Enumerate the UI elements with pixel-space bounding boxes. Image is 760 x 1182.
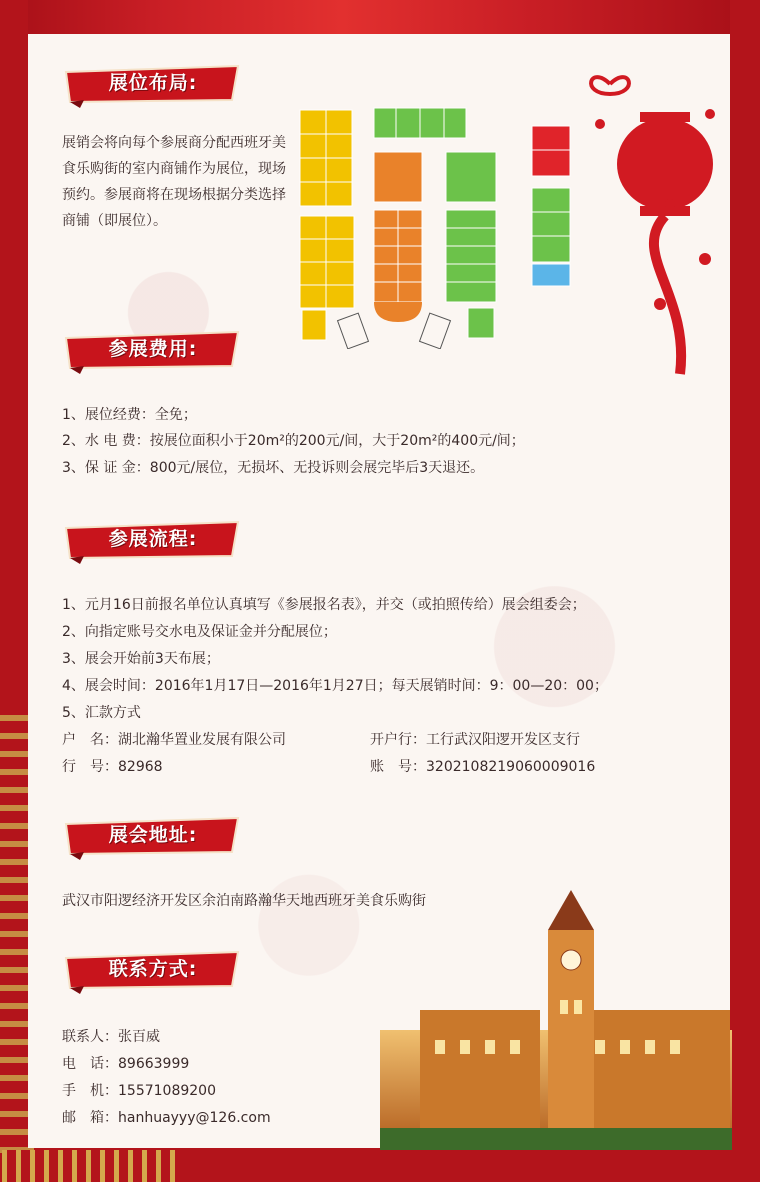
section-title-layout: 展位布局: xyxy=(108,72,198,94)
process-item-1: 1、元月16日前报名单位认真填写《参展报名表》，并交（或拍照传给）展会组委会； xyxy=(62,597,586,613)
right-frame xyxy=(730,0,760,1182)
railing-decoration xyxy=(2,1150,182,1182)
contact-mobile: 手 机：15571089200 xyxy=(62,1083,216,1099)
fee-item-2: 2、水 电 费：按展位面积小于20m²的200元/间，大于20m²的400元/间； xyxy=(62,433,525,449)
section-title-fees: 参展费用: xyxy=(108,338,198,360)
address-text: 武汉市阳逻经济开发区余泊南路瀚华天地西班牙美食乐购街 xyxy=(62,893,426,909)
bank-code: 行 号：82968 xyxy=(62,759,163,775)
account-number: 账 号：3202108219060009016 xyxy=(370,759,596,775)
bank-name: 开户行：工行武汉阳逻开发区支行 xyxy=(370,732,580,748)
contact-phone: 电 话：89663999 xyxy=(62,1056,190,1072)
section-title-contact: 联系方式: xyxy=(108,958,198,980)
top-frame xyxy=(0,0,760,34)
fee-item-3: 3、保 证 金：800元/展位，无损坏、无投诉则会展完毕后3天退还。 xyxy=(62,460,485,476)
banner-address xyxy=(62,816,244,860)
banner-layout xyxy=(62,64,244,108)
section-title-process: 参展流程: xyxy=(108,528,198,550)
contact-email[interactable]: 邮 箱：hanhuayyy@126.com xyxy=(62,1110,271,1126)
contact-person: 联系人：张百威 xyxy=(62,1029,160,1045)
building-illustration xyxy=(380,890,732,1150)
section-title-address: 展会地址: xyxy=(108,824,198,846)
floor-plan-map xyxy=(296,104,576,349)
lantern-decoration-icon xyxy=(570,54,730,384)
banner-fees xyxy=(62,330,244,374)
process-item-4: 4、展会时间：2016年1月17日—2016年1月27日；每天展销时间：9：00—20：00； xyxy=(62,678,608,694)
account-name: 户 名：湖北瀚华置业发展有限公司 xyxy=(62,732,286,748)
process-item-2: 2、向指定账号交水电及保证金并分配展位； xyxy=(62,624,337,640)
fee-item-1: 1、展位经费：全免； xyxy=(62,407,197,423)
banner-contact xyxy=(62,950,244,994)
process-item-3: 3、展会开始前3天布展； xyxy=(62,651,220,667)
process-item-5: 5、汇款方式 xyxy=(62,705,141,721)
banner-process xyxy=(62,520,244,564)
layout-description: 展销会将向每个参展商分配西班牙美食乐购街的室内商铺作为展位，现场预约。参展商将在现场根据分类选择商铺（即展位）。 xyxy=(62,135,286,229)
